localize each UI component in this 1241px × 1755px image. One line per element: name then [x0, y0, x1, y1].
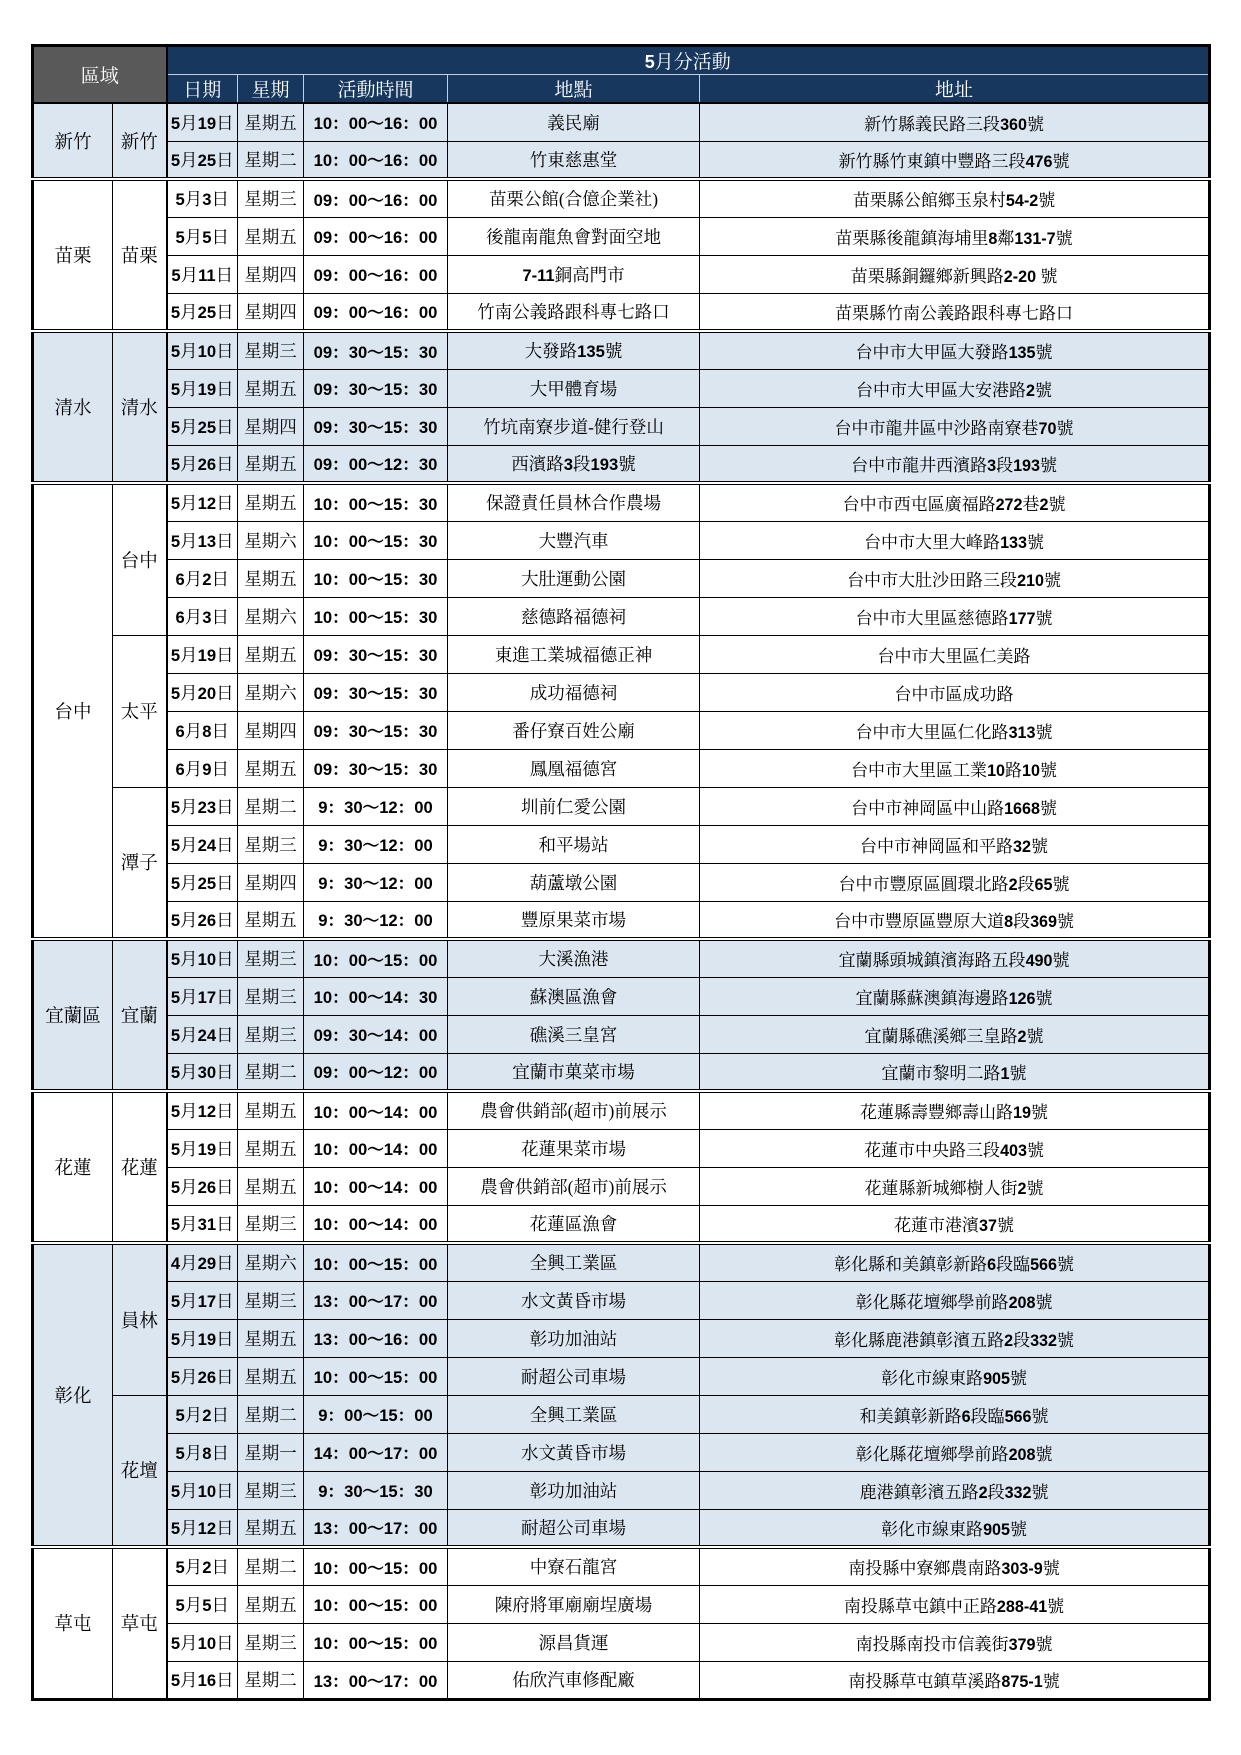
table-row — [33, 521, 1210, 559]
region-cell: 彰化 — [33, 1243, 113, 1547]
address-cell: 彰化市線東路905號 — [700, 1357, 1210, 1395]
address-cell: 宜蘭縣頭城鎮濱海路五段490號 — [700, 939, 1210, 977]
time-cell: 10：00～14：00 — [304, 1129, 448, 1167]
table-row — [33, 1433, 1210, 1471]
place-cell: 大溪漁港 — [448, 939, 700, 977]
date-cell: 5月3日 — [167, 179, 238, 217]
date-cell: 5月30日 — [167, 1053, 238, 1091]
date-cell: 6月3日 — [167, 597, 238, 635]
table-row — [33, 1509, 1210, 1547]
time-cell: 09：30～15：30 — [304, 369, 448, 407]
activity-schedule-table — [31, 44, 1211, 1701]
weekday-cell: 星期五 — [238, 1129, 304, 1167]
place-cell: 大發路135號 — [448, 331, 700, 369]
subregion-cell: 太平 — [113, 635, 167, 787]
address-cell: 和美鎮彰新路6段臨566號 — [700, 1395, 1210, 1433]
table-row — [33, 1167, 1210, 1205]
subregion-cell: 員林 — [113, 1243, 167, 1395]
date-cell: 5月10日 — [167, 331, 238, 369]
weekday-cell: 星期三 — [238, 331, 304, 369]
date-cell: 5月25日 — [167, 293, 238, 331]
time-cell: 10：00～15：00 — [304, 1585, 448, 1623]
time-cell: 09：30～14：00 — [304, 1015, 448, 1053]
weekday-cell: 星期五 — [238, 635, 304, 673]
table-row — [33, 1661, 1210, 1699]
weekday-cell: 星期五 — [238, 369, 304, 407]
table-row — [33, 939, 1210, 977]
table-row — [33, 1053, 1210, 1091]
date-cell: 5月24日 — [167, 1015, 238, 1053]
time-cell: 13：00～17：00 — [304, 1509, 448, 1547]
date-cell: 5月17日 — [167, 977, 238, 1015]
address-cell: 台中市大里區工業10路10號 — [700, 749, 1210, 787]
place-cell: 大甲體育場 — [448, 369, 700, 407]
place-cell: 耐超公司車場 — [448, 1509, 700, 1547]
weekday-cell: 星期五 — [238, 559, 304, 597]
date-cell: 5月8日 — [167, 1433, 238, 1471]
time-cell: 09：30～15：30 — [304, 635, 448, 673]
date-cell: 5月26日 — [167, 445, 238, 483]
time-cell: 09：00～16：00 — [304, 255, 448, 293]
table-title: 5月分活動 — [167, 46, 1210, 75]
column-header-4: 地址 — [700, 75, 1210, 104]
weekday-cell: 星期三 — [238, 1205, 304, 1243]
place-cell: 慈德路福德祠 — [448, 597, 700, 635]
weekday-cell: 星期五 — [238, 103, 304, 141]
place-cell: 竹坑南寮步道-健行登山 — [448, 407, 700, 445]
address-cell: 台中市西屯區廣福路272巷2號 — [700, 483, 1210, 521]
table-row — [33, 407, 1210, 445]
date-cell: 5月5日 — [167, 217, 238, 255]
place-cell: 豐原果菜市場 — [448, 901, 700, 939]
weekday-cell: 星期三 — [238, 939, 304, 977]
date-cell: 5月10日 — [167, 1471, 238, 1509]
address-cell: 彰化市線東路905號 — [700, 1509, 1210, 1547]
date-cell: 5月31日 — [167, 1205, 238, 1243]
place-cell: 水文黃昏市場 — [448, 1281, 700, 1319]
table-row — [33, 179, 1210, 217]
weekday-cell: 星期五 — [238, 217, 304, 255]
place-cell: 彰功加油站 — [448, 1319, 700, 1357]
address-cell: 苗栗縣銅鑼鄉新興路2-20 號 — [700, 255, 1210, 293]
time-cell: 09：30～15：30 — [304, 331, 448, 369]
place-cell: 礁溪三皇宮 — [448, 1015, 700, 1053]
table-row — [33, 483, 1210, 521]
column-header-3: 地點 — [448, 75, 700, 104]
address-cell: 南投縣中寮鄉農南路303-9號 — [700, 1547, 1210, 1585]
weekday-cell: 星期一 — [238, 1433, 304, 1471]
region-cell: 清水 — [33, 331, 113, 483]
time-cell: 10：00～15：30 — [304, 597, 448, 635]
region-cell: 苗栗 — [33, 179, 113, 331]
date-cell: 5月19日 — [167, 1129, 238, 1167]
address-cell: 新竹縣義民路三段360號 — [700, 103, 1210, 141]
date-cell: 4月29日 — [167, 1243, 238, 1281]
place-cell: 宜蘭市菓菜市場 — [448, 1053, 700, 1091]
place-cell: 東進工業城福德正神 — [448, 635, 700, 673]
subregion-cell: 草屯 — [113, 1547, 167, 1699]
date-cell: 5月2日 — [167, 1547, 238, 1585]
address-cell: 台中市大甲區大安港路2號 — [700, 369, 1210, 407]
place-cell: 竹東慈惠堂 — [448, 141, 700, 179]
table-row — [33, 711, 1210, 749]
address-cell: 彰化縣花壇鄉學前路208號 — [700, 1281, 1210, 1319]
time-cell: 9：30～15：30 — [304, 1471, 448, 1509]
place-cell: 西濱路3段193號 — [448, 445, 700, 483]
weekday-cell: 星期五 — [238, 483, 304, 521]
region-cell: 台中 — [33, 483, 113, 939]
date-cell: 5月16日 — [167, 1661, 238, 1699]
address-cell: 南投縣南投市信義街379號 — [700, 1623, 1210, 1661]
place-cell: 苗栗公館(合億企業社) — [448, 179, 700, 217]
column-header-1: 星期 — [238, 75, 304, 104]
place-cell: 7-11銅高門市 — [448, 255, 700, 293]
table-row — [33, 293, 1210, 331]
region-header-cell: 區域 — [33, 46, 167, 104]
address-cell: 台中市大甲區大發路135號 — [700, 331, 1210, 369]
date-cell: 5月25日 — [167, 141, 238, 179]
weekday-cell: 星期五 — [238, 1167, 304, 1205]
subregion-cell: 潭子 — [113, 787, 167, 939]
address-cell: 南投縣草屯鎮草溪路875-1號 — [700, 1661, 1210, 1699]
time-cell: 09：30～15：30 — [304, 407, 448, 445]
weekday-cell: 星期六 — [238, 597, 304, 635]
table-row — [33, 1357, 1210, 1395]
place-cell: 大豐汽車 — [448, 521, 700, 559]
table-row — [33, 331, 1210, 369]
address-cell: 台中市區成功路 — [700, 673, 1210, 711]
table-row — [33, 1471, 1210, 1509]
subregion-cell: 苗栗 — [113, 179, 167, 331]
time-cell: 9：30～12：00 — [304, 787, 448, 825]
address-cell: 台中市大里大峰路133號 — [700, 521, 1210, 559]
time-cell: 09：00～16：00 — [304, 217, 448, 255]
weekday-cell: 星期五 — [238, 1091, 304, 1129]
date-cell: 5月10日 — [167, 939, 238, 977]
table-row — [33, 103, 1210, 141]
time-cell: 09：00～16：00 — [304, 293, 448, 331]
place-cell: 花蓮區漁會 — [448, 1205, 700, 1243]
place-cell: 全興工業區 — [448, 1243, 700, 1281]
place-cell: 竹南公義路跟科專七路口 — [448, 293, 700, 331]
date-cell: 5月20日 — [167, 673, 238, 711]
place-cell: 水文黃昏市場 — [448, 1433, 700, 1471]
table-row — [33, 445, 1210, 483]
weekday-cell: 星期三 — [238, 179, 304, 217]
time-cell: 10：00～15：00 — [304, 939, 448, 977]
address-cell: 台中市神岡區和平路32號 — [700, 825, 1210, 863]
subregion-cell: 新竹 — [113, 103, 167, 179]
weekday-cell: 星期五 — [238, 1585, 304, 1623]
header-row-2 — [33, 75, 1210, 104]
weekday-cell: 星期六 — [238, 673, 304, 711]
header-row-1 — [33, 46, 1210, 75]
date-cell: 5月25日 — [167, 407, 238, 445]
place-cell: 中寮石龍宮 — [448, 1547, 700, 1585]
time-cell: 10：00～14：00 — [304, 1205, 448, 1243]
table-row — [33, 977, 1210, 1015]
place-cell: 成功福德祠 — [448, 673, 700, 711]
place-cell: 花蓮果菜市場 — [448, 1129, 700, 1167]
weekday-cell: 星期五 — [238, 1319, 304, 1357]
date-cell: 5月11日 — [167, 255, 238, 293]
address-cell: 苗栗縣後龍鎮海埔里8鄰131-7號 — [700, 217, 1210, 255]
time-cell: 10：00～15：30 — [304, 483, 448, 521]
place-cell: 蘇澳區漁會 — [448, 977, 700, 1015]
subregion-cell: 宜蘭 — [113, 939, 167, 1091]
date-cell: 5月13日 — [167, 521, 238, 559]
date-cell: 6月2日 — [167, 559, 238, 597]
address-cell: 新竹縣竹東鎮中豐路三段476號 — [700, 141, 1210, 179]
table-row — [33, 1129, 1210, 1167]
date-cell: 5月12日 — [167, 1091, 238, 1129]
weekday-cell: 星期三 — [238, 1281, 304, 1319]
time-cell: 10：00～15：00 — [304, 1623, 448, 1661]
time-cell: 10：00～16：00 — [304, 141, 448, 179]
table-row — [33, 1395, 1210, 1433]
table-row — [33, 1585, 1210, 1623]
subregion-cell: 花蓮 — [113, 1091, 167, 1243]
table-row — [33, 1319, 1210, 1357]
address-cell: 宜蘭市黎明二路1號 — [700, 1053, 1210, 1091]
weekday-cell: 星期二 — [238, 141, 304, 179]
date-cell: 5月26日 — [167, 901, 238, 939]
date-cell: 6月8日 — [167, 711, 238, 749]
address-cell: 花蓮縣壽豐鄉壽山路19號 — [700, 1091, 1210, 1129]
weekday-cell: 星期三 — [238, 1015, 304, 1053]
date-cell: 5月2日 — [167, 1395, 238, 1433]
time-cell: 09：00～12：00 — [304, 1053, 448, 1091]
table-row — [33, 1243, 1210, 1281]
address-cell: 彰化縣和美鎮彰新路6段臨566號 — [700, 1243, 1210, 1281]
time-cell: 10：00～14：00 — [304, 1167, 448, 1205]
time-cell: 10：00～15：30 — [304, 521, 448, 559]
subregion-cell: 台中 — [113, 483, 167, 635]
address-cell: 台中市龍井區中沙路南寮巷70號 — [700, 407, 1210, 445]
time-cell: 13：00～16：00 — [304, 1319, 448, 1357]
table-row — [33, 217, 1210, 255]
address-cell: 台中市神岡區中山路1668號 — [700, 787, 1210, 825]
address-cell: 台中市龍井西濱路3段193號 — [700, 445, 1210, 483]
weekday-cell: 星期六 — [238, 1243, 304, 1281]
place-cell: 和平場站 — [448, 825, 700, 863]
weekday-cell: 星期三 — [238, 825, 304, 863]
weekday-cell: 星期四 — [238, 407, 304, 445]
address-cell: 彰化縣花壇鄉學前路208號 — [700, 1433, 1210, 1471]
time-cell: 09：30～15：30 — [304, 711, 448, 749]
table-row — [33, 597, 1210, 635]
table-row — [33, 369, 1210, 407]
table-row — [33, 1281, 1210, 1319]
region-cell: 花蓮 — [33, 1091, 113, 1243]
time-cell: 10：00～16：00 — [304, 103, 448, 141]
table-row — [33, 1623, 1210, 1661]
date-cell: 5月25日 — [167, 863, 238, 901]
subregion-cell: 花壇 — [113, 1395, 167, 1547]
table-row — [33, 1205, 1210, 1243]
time-cell: 09：00～12：30 — [304, 445, 448, 483]
weekday-cell: 星期四 — [238, 863, 304, 901]
time-cell: 9：30～12：00 — [304, 901, 448, 939]
time-cell: 10：00～15：30 — [304, 559, 448, 597]
time-cell: 14：00～17：00 — [304, 1433, 448, 1471]
date-cell: 5月12日 — [167, 483, 238, 521]
address-cell: 台中市豐原區豐原大道8段369號 — [700, 901, 1210, 939]
date-cell: 5月26日 — [167, 1357, 238, 1395]
table-row — [33, 255, 1210, 293]
subregion-cell: 清水 — [113, 331, 167, 483]
table-row — [33, 559, 1210, 597]
address-cell: 宜蘭縣礁溪鄉三皇路2號 — [700, 1015, 1210, 1053]
weekday-cell: 星期五 — [238, 901, 304, 939]
place-cell: 大肚運動公園 — [448, 559, 700, 597]
time-cell: 09：30～15：30 — [304, 749, 448, 787]
region-cell: 宜蘭區 — [33, 939, 113, 1091]
time-cell: 10：00～15：00 — [304, 1547, 448, 1585]
time-cell: 09：00～16：00 — [304, 179, 448, 217]
date-cell: 5月26日 — [167, 1167, 238, 1205]
weekday-cell: 星期二 — [238, 787, 304, 825]
place-cell: 全興工業區 — [448, 1395, 700, 1433]
address-cell: 台中市大里區仁美路 — [700, 635, 1210, 673]
address-cell: 苗栗縣公館鄉玉泉村54-2號 — [700, 179, 1210, 217]
table-row — [33, 141, 1210, 179]
time-cell: 10：00～15：00 — [304, 1357, 448, 1395]
region-cell: 草屯 — [33, 1547, 113, 1699]
address-cell: 花蓮市中央路三段403號 — [700, 1129, 1210, 1167]
table-row — [33, 1547, 1210, 1585]
table-row — [33, 863, 1210, 901]
weekday-cell: 星期四 — [238, 711, 304, 749]
weekday-cell: 星期二 — [238, 1661, 304, 1699]
date-cell: 5月10日 — [167, 1623, 238, 1661]
address-cell: 花蓮市港濱37號 — [700, 1205, 1210, 1243]
place-cell: 源昌貨運 — [448, 1623, 700, 1661]
table-row — [33, 1015, 1210, 1053]
weekday-cell: 星期六 — [238, 521, 304, 559]
place-cell: 圳前仁愛公園 — [448, 787, 700, 825]
address-cell: 鹿港鎮彰濱五路2段332號 — [700, 1471, 1210, 1509]
table-row — [33, 673, 1210, 711]
address-cell: 苗栗縣竹南公義路跟科專七路口 — [700, 293, 1210, 331]
weekday-cell: 星期三 — [238, 1623, 304, 1661]
time-cell: 10：00～14：30 — [304, 977, 448, 1015]
table-row — [33, 1091, 1210, 1129]
address-cell: 台中市大里區仁化路313號 — [700, 711, 1210, 749]
address-cell: 南投縣草屯鎮中正路288-41號 — [700, 1585, 1210, 1623]
place-cell: 陳府將軍廟廟埕廣場 — [448, 1585, 700, 1623]
weekday-cell: 星期二 — [238, 1395, 304, 1433]
place-cell: 鳳凰福德宮 — [448, 749, 700, 787]
time-cell: 13：00～17：00 — [304, 1661, 448, 1699]
date-cell: 5月19日 — [167, 1319, 238, 1357]
weekday-cell: 星期五 — [238, 749, 304, 787]
place-cell: 後龍南龍魚會對面空地 — [448, 217, 700, 255]
time-cell: 9：30～12：00 — [304, 825, 448, 863]
time-cell: 9：30～12：00 — [304, 863, 448, 901]
table-row — [33, 635, 1210, 673]
address-cell: 宜蘭縣蘇澳鎮海邊路126號 — [700, 977, 1210, 1015]
address-cell: 花蓮縣新城鄉樹人街2號 — [700, 1167, 1210, 1205]
place-cell: 農會供銷部(超市)前展示 — [448, 1091, 700, 1129]
time-cell: 10：00～15：00 — [304, 1243, 448, 1281]
weekday-cell: 星期三 — [238, 1471, 304, 1509]
place-cell: 葫蘆墩公園 — [448, 863, 700, 901]
date-cell: 6月9日 — [167, 749, 238, 787]
time-cell: 09：30～15：30 — [304, 673, 448, 711]
date-cell: 5月5日 — [167, 1585, 238, 1623]
place-cell: 義民廟 — [448, 103, 700, 141]
place-cell: 佑欣汽車修配廠 — [448, 1661, 700, 1699]
place-cell: 耐超公司車場 — [448, 1357, 700, 1395]
time-cell: 9：00～15：00 — [304, 1395, 448, 1433]
address-cell: 台中市大肚沙田路三段210號 — [700, 559, 1210, 597]
weekday-cell: 星期三 — [238, 977, 304, 1015]
weekday-cell: 星期五 — [238, 1509, 304, 1547]
place-cell: 番仔寮百姓公廟 — [448, 711, 700, 749]
column-header-2: 活動時間 — [304, 75, 448, 104]
place-cell: 農會供銷部(超市)前展示 — [448, 1167, 700, 1205]
table-row — [33, 787, 1210, 825]
table-row — [33, 749, 1210, 787]
place-cell: 彰功加油站 — [448, 1471, 700, 1509]
date-cell: 5月19日 — [167, 635, 238, 673]
table-row — [33, 825, 1210, 863]
time-cell: 10：00～14：00 — [304, 1091, 448, 1129]
date-cell: 5月24日 — [167, 825, 238, 863]
weekday-cell: 星期五 — [238, 1357, 304, 1395]
address-cell: 台中市豐原區圓環北路2段65號 — [700, 863, 1210, 901]
weekday-cell: 星期二 — [238, 1053, 304, 1091]
address-cell: 台中市大里區慈德路177號 — [700, 597, 1210, 635]
date-cell: 5月19日 — [167, 103, 238, 141]
time-cell: 13：00～17：00 — [304, 1281, 448, 1319]
region-cell: 新竹 — [33, 103, 113, 179]
date-cell: 5月23日 — [167, 787, 238, 825]
date-cell: 5月17日 — [167, 1281, 238, 1319]
table-row — [33, 901, 1210, 939]
weekday-cell: 星期四 — [238, 255, 304, 293]
column-header-0: 日期 — [167, 75, 238, 104]
weekday-cell: 星期二 — [238, 1547, 304, 1585]
date-cell: 5月19日 — [167, 369, 238, 407]
date-cell: 5月12日 — [167, 1509, 238, 1547]
place-cell: 保證責任員林合作農場 — [448, 483, 700, 521]
weekday-cell: 星期四 — [238, 293, 304, 331]
weekday-cell: 星期五 — [238, 445, 304, 483]
address-cell: 彰化縣鹿港鎮彰濱五路2段332號 — [700, 1319, 1210, 1357]
